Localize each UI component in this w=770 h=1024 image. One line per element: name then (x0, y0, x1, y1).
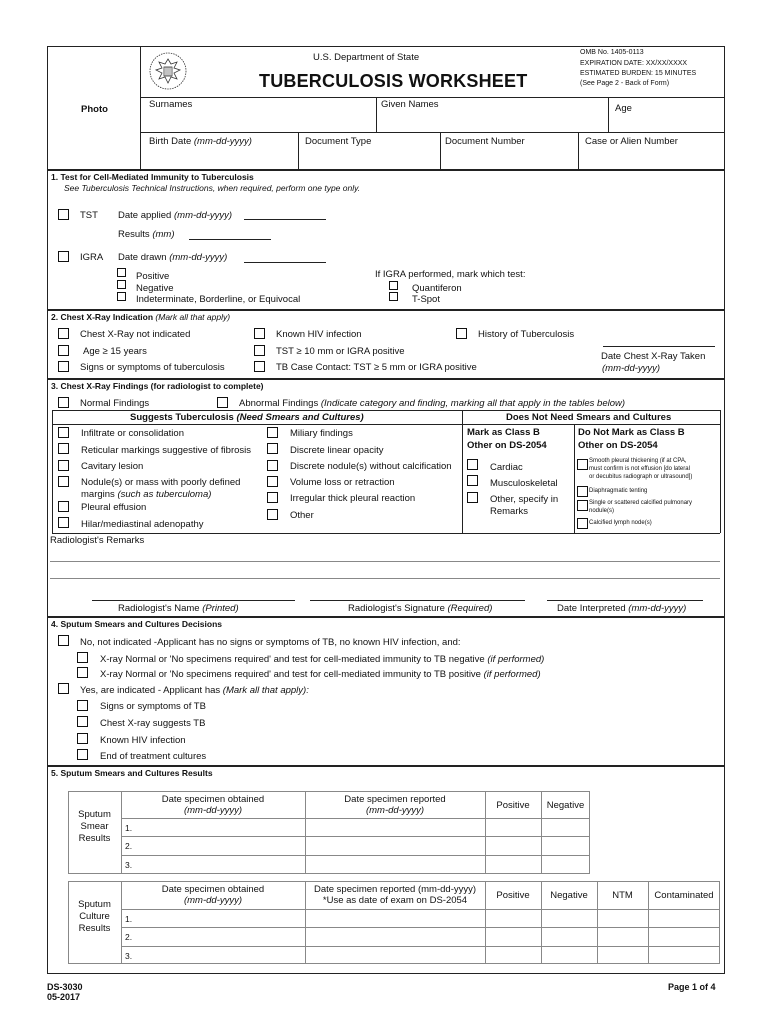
yes-item-label: Known HIV infection (100, 735, 186, 746)
radiologist-signature-input[interactable] (310, 600, 525, 601)
date-interpreted-label (557, 603, 686, 614)
smear-date-obtained-header (121, 794, 305, 816)
indeterminate-checkbox[interactable] (117, 292, 126, 301)
tspot-checkbox[interactable] (389, 292, 398, 301)
yes-end-treatment-checkbox[interactable] (77, 749, 88, 760)
igra-checkbox[interactable] (58, 251, 69, 262)
reticular-checkbox[interactable] (58, 443, 69, 454)
smear-label (68, 809, 121, 845)
date-obtained-text: Date specimen obtained (161, 794, 265, 805)
finding-label-cont (81, 489, 211, 500)
date-applied-input[interactable] (244, 219, 326, 220)
date-interp-text: Date Interpreted (557, 603, 626, 614)
classb-header-1: Mark as Class B (467, 427, 540, 438)
normal-findings-label: Normal Findings (80, 398, 150, 409)
section-1-note: See Tuberculosis Technical Instructions, when required, perform one type only. (64, 183, 361, 193)
classb-header-2: Other on DS-2054 (467, 440, 547, 451)
hiv-checkbox[interactable] (254, 328, 265, 339)
negative-label: Negative (136, 283, 174, 294)
date-obtained-format: (mm-dd-yyyy) (183, 805, 243, 816)
quantiferon-checkbox[interactable] (389, 281, 398, 290)
radiologist-remarks-label: Radiologist's Remarks (50, 535, 145, 546)
xray-positive-checkbox[interactable] (77, 667, 88, 678)
yes-text: Yes, are indicated - Applicant has (80, 685, 221, 696)
smear-date-reported-header (305, 794, 485, 816)
date-applied-format: (mm-dd-yyyy) (174, 210, 233, 221)
pleural-reaction-checkbox[interactable] (267, 492, 278, 503)
section-2-title (51, 312, 230, 322)
not-indicated-checkbox[interactable] (58, 635, 69, 646)
positive-label: Positive (136, 271, 170, 282)
rad-name-text: Radiologist's Name (118, 603, 200, 614)
sub1-note: (if performed) (487, 654, 545, 665)
smooth-pleural-checkbox[interactable] (577, 459, 588, 470)
radiologist-name-label (118, 603, 239, 614)
culture-date-obtained-header (121, 884, 305, 906)
rad-sig-text: Radiologist's Signature (348, 603, 445, 614)
culture-contaminated-header: Contaminated (654, 890, 714, 901)
date-reported-format: (mm-dd-yyyy) (365, 805, 425, 816)
section-1-title: 1. Test for Cell-Mediated Immunity to Tuberculosis (51, 172, 254, 182)
remarks-line-2[interactable] (50, 578, 720, 579)
date-interpreted-input[interactable] (547, 600, 703, 601)
yes-item-label: Chest X-ray suggests TB (100, 718, 206, 729)
birth-date-format: (mm-dd-yyyy) (193, 136, 252, 147)
culture-row-number: 1. (125, 914, 133, 924)
date-drawn-label (118, 252, 227, 263)
finding-label: Pleural effusion (81, 502, 147, 513)
nodule-mass-checkbox[interactable] (58, 476, 69, 487)
culture-label-line: Sputum (78, 899, 111, 910)
abnormal-note: (Indicate category and finding, marking all that apply in the tables below) (320, 398, 626, 409)
finding-label: Irregular thick pleural reaction (290, 493, 416, 504)
culture-label (68, 899, 121, 935)
finding-label: Infiltrate or consolidation (81, 428, 184, 439)
smear-row-number: 2. (125, 841, 133, 851)
tst-checkbox[interactable] (58, 209, 69, 220)
yes-item-label: End of treatment cultures (100, 751, 207, 762)
notb-label: nodule(s) (589, 508, 615, 514)
finding-label: Reticular markings suggestive of fibrosis (81, 445, 252, 456)
radiologist-signature-label (348, 603, 492, 614)
culture-ntm-header: NTM (612, 890, 633, 901)
culture-negative-header: Negative (550, 890, 588, 901)
section-4-title: 4. Sputum Smears and Cultures Decisions (51, 619, 222, 629)
tst10-checkbox[interactable] (254, 345, 265, 356)
age-field[interactable]: Age (615, 103, 632, 114)
culture-positive-header: Positive (496, 890, 530, 901)
birth-date-label: Birth Date (149, 136, 192, 147)
notb-label: Diaphragmatic tenting (589, 488, 648, 494)
form-edition: 05-2017 (47, 992, 81, 1002)
yes-xray-checkbox[interactable] (77, 716, 88, 727)
estimated-burden: ESTIMATED BURDEN: 15 MINUTES (580, 70, 697, 77)
section-5-title: 5. Sputum Smears and Cultures Results (51, 768, 213, 778)
results-text: Results (118, 229, 150, 240)
yes-indicated-label (80, 685, 309, 696)
smear-row-number: 1. (125, 823, 133, 833)
given-names-field[interactable]: Given Names (381, 99, 439, 110)
notb-header-1: Do Not Mark as Class B (578, 427, 685, 438)
sub2-text: X-ray Normal or 'No specimens required' and test for cell-mediated immunity to TB positive (100, 669, 481, 680)
date-reported-text: Date specimen reported (mm-dd-yyyy) (313, 884, 477, 895)
yes-item-label: Signs or symptoms of TB (100, 701, 206, 712)
finding-label: Miliary findings (290, 428, 353, 439)
page-number: Page 1 of 4 (668, 982, 716, 992)
rad-name-note: (Printed) (202, 603, 239, 614)
xray-positive-label (100, 669, 541, 680)
yes-note: (Mark all that apply): (222, 685, 309, 696)
linear-opacity-checkbox[interactable] (267, 443, 278, 454)
sub1-text: X-ray Normal or 'No specimens required' and test for cell-mediated immunity to TB negative (100, 654, 485, 665)
calcified-nodule-checkbox[interactable] (577, 500, 588, 511)
calcified-lymph-checkbox[interactable] (577, 518, 588, 529)
finding-label: Hilar/mediastinal adenopathy (81, 519, 204, 530)
omb-number: OMB No. 1405-0113 (580, 49, 644, 56)
history-checkbox[interactable] (456, 328, 467, 339)
section-2-title-note: (Mark all that apply) (155, 312, 231, 322)
sub2-note: (if performed) (483, 669, 541, 680)
margins-text: margins (81, 489, 115, 500)
radiologist-name-input[interactable] (92, 600, 295, 601)
quantiferon-label: Quantiferon (412, 283, 462, 294)
yes-hiv-checkbox[interactable] (77, 733, 88, 744)
date-reported-text: Date specimen reported (344, 794, 446, 805)
miliary-checkbox[interactable] (267, 427, 278, 438)
finding-label: Discrete linear opacity (290, 445, 384, 456)
finding-label: Cavitary lesion (81, 461, 144, 472)
positive-checkbox[interactable] (117, 268, 126, 277)
classb-label: Other, specify in (490, 494, 559, 505)
state-seal-icon (148, 50, 188, 92)
date-interp-format: (mm-dd-yyyy) (628, 603, 687, 614)
date-taken-format: (mm-dd-yyyy) (602, 363, 661, 374)
cardiac-checkbox[interactable] (467, 459, 478, 470)
date-drawn-input[interactable] (244, 262, 326, 263)
xray-not-indicated-label: Chest X-Ray not indicated (80, 329, 191, 340)
culture-row-number: 2. (125, 932, 133, 942)
culture-date-reported-header (305, 884, 485, 906)
department-label: U.S. Department of State (313, 52, 420, 63)
pleural-effusion-checkbox[interactable] (58, 501, 69, 512)
history-label: History of Tuberculosis (478, 329, 575, 340)
negative-checkbox[interactable] (117, 280, 126, 289)
abnormal-text: Abnormal Findings (239, 398, 319, 409)
hiv-label: Known HIV infection (276, 329, 362, 340)
signs-label: Signs or symptoms of tuberculosis (80, 362, 225, 373)
tst10-label: TST ≥ 10 mm or IGRA positive (276, 346, 405, 357)
diaphragmatic-checkbox[interactable] (577, 486, 588, 497)
abnormal-findings-label (239, 398, 625, 409)
results-unit: (mm) (152, 229, 175, 240)
date-drawn-format: (mm-dd-yyyy) (169, 252, 228, 263)
date-applied-text: Date applied (118, 210, 172, 221)
musculoskeletal-checkbox[interactable] (467, 475, 478, 486)
results-label (118, 229, 174, 240)
indeterminate-label: Indeterminate, Borderline, or Equivocal (136, 294, 301, 305)
case-number-field[interactable]: Case or Alien Number (585, 136, 678, 147)
notb-label: or decubitus radiograph or ultrasound]) (589, 474, 693, 480)
document-type-field[interactable]: Document Type (305, 136, 372, 147)
notb-label: Calcified lymph node(s) (589, 520, 652, 526)
discrete-nodule-checkbox[interactable] (267, 460, 278, 471)
other-finding-checkbox[interactable] (267, 509, 278, 520)
xray-not-indicated-checkbox[interactable] (58, 328, 69, 339)
section-3-title: 3. Chest X-Ray Findings (for radiologist to complete) (51, 381, 264, 391)
no-need-header: Does Not Need Smears and Cultures (506, 412, 672, 423)
tuberculoma-note: (such as tuberculoma) (117, 489, 212, 500)
smear-label-line: Sputum (78, 809, 111, 820)
date-taken-label: Date Chest X-Ray Taken (601, 351, 706, 362)
other-specify-checkbox[interactable] (467, 492, 478, 503)
cavitary-checkbox[interactable] (58, 460, 69, 471)
remarks-line-1[interactable] (50, 561, 720, 562)
tst-label: TST (80, 210, 98, 221)
see-page-note: (See Page 2 - Back of Form) (580, 80, 670, 87)
rad-sig-note: (Required) (447, 603, 493, 614)
date-obtained-format: (mm-dd-yyyy) (183, 895, 243, 906)
smear-row-number: 3. (125, 860, 133, 870)
results-input[interactable] (189, 239, 271, 240)
smear-negative-header: Negative (546, 800, 585, 811)
culture-label-line: Results (78, 923, 111, 934)
form-number: DS-3030 (47, 982, 83, 992)
form-title: TUBERCULOSIS WORKSHEET (259, 71, 528, 91)
xray-negative-label (100, 654, 544, 665)
date-applied-label (118, 210, 232, 221)
igra-label: IGRA (80, 252, 104, 263)
igra-which-label: If IGRA performed, mark which test: (375, 269, 526, 280)
culture-row-number: 3. (125, 951, 133, 961)
finding-label: Discrete nodule(s) without calcification (290, 461, 452, 472)
document-number-field[interactable]: Document Number (445, 136, 525, 147)
expiration-date: EXPIRATION DATE: XX/XX/XXXX (580, 60, 688, 67)
normal-findings-checkbox[interactable] (58, 397, 69, 408)
contact-label: TB Case Contact: TST ≥ 5 mm or IGRA positive (276, 362, 477, 373)
notb-label: must confirm is not effusion [do lateral (589, 466, 690, 472)
section-2-title-text: 2. Chest X-Ray Indication (51, 312, 154, 322)
finding-label: Volume loss or retraction (290, 477, 395, 488)
culture-label-line: Culture (79, 911, 110, 922)
classb-label: Cardiac (490, 462, 523, 473)
smear-label-line: Results (78, 833, 111, 844)
photo-label: Photo (81, 104, 108, 115)
suggests-tb-header (130, 412, 364, 423)
notb-label: Single or scattered calcified pulmonary (589, 500, 693, 506)
infiltrate-checkbox[interactable] (58, 427, 69, 438)
not-indicated-label: No, not indicated -Applicant has no signs or symptoms of TB, no known HIV infection, and: (80, 637, 461, 648)
notb-header-2: Other on DS-2054 (578, 440, 658, 451)
age15-label: Age ≥ 15 years (83, 346, 147, 357)
tspot-label: T-Spot (412, 294, 440, 305)
classb-label: Remarks (490, 506, 529, 517)
suggests-tb-text: Suggests Tuberculosis (130, 412, 234, 423)
classb-label: Musculoskeletal (490, 478, 558, 489)
volume-loss-checkbox[interactable] (267, 476, 278, 487)
yes-indicated-checkbox[interactable] (58, 683, 69, 694)
finding-label: Other (290, 510, 314, 521)
smear-positive-header: Positive (496, 800, 530, 811)
use-as-date-note: *Use as date of exam on DS-2054 (322, 895, 468, 906)
finding-label: Nodule(s) or mass with poorly defined (81, 477, 241, 488)
suggests-tb-note: (Need Smears and Cultures) (236, 412, 364, 423)
surnames-field[interactable]: Surnames (149, 99, 193, 110)
signs-checkbox[interactable] (58, 361, 69, 372)
abnormal-findings-checkbox[interactable] (217, 397, 228, 408)
yes-signs-checkbox[interactable] (77, 700, 88, 711)
hilar-checkbox[interactable] (58, 517, 69, 528)
notb-label: Smooth pleural thickening (if at CPA, (589, 458, 687, 464)
contact-checkbox[interactable] (254, 361, 265, 372)
birth-date-field[interactable] (149, 136, 252, 147)
age15-checkbox[interactable] (58, 345, 69, 356)
smear-label-line: Smear (80, 821, 109, 832)
date-drawn-text: Date drawn (118, 252, 167, 263)
date-obtained-text: Date specimen obtained (161, 884, 265, 895)
date-taken-input[interactable] (603, 346, 715, 347)
xray-negative-checkbox[interactable] (77, 652, 88, 663)
